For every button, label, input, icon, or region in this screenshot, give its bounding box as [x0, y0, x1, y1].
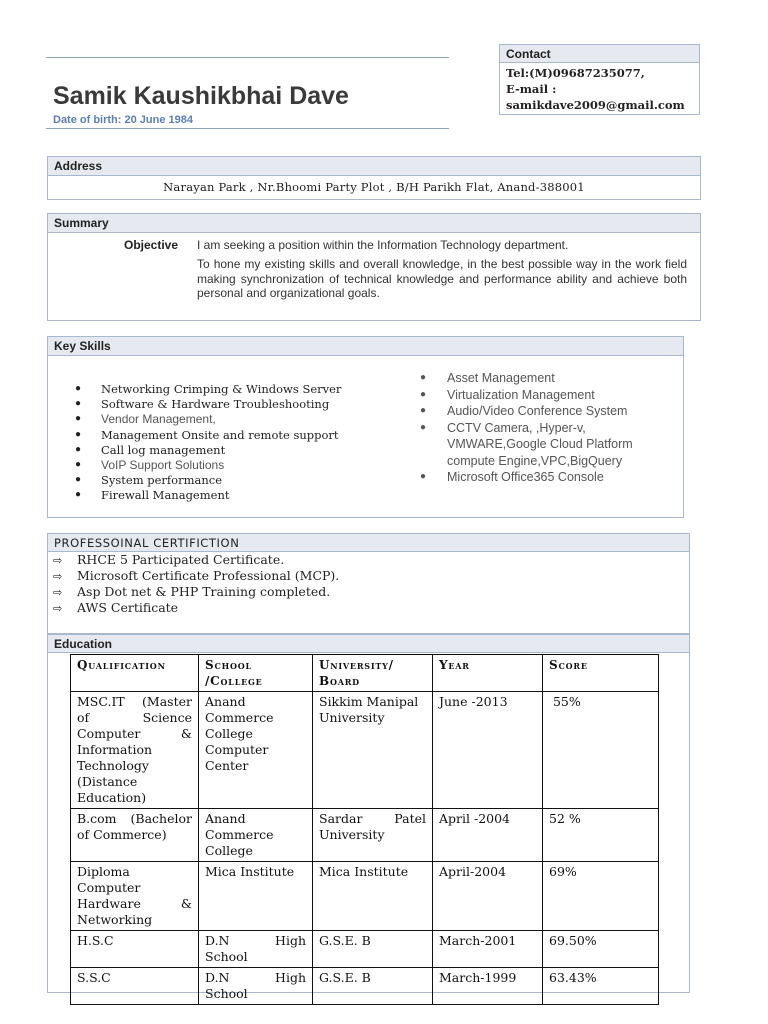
- table-row: [71, 692, 659, 809]
- bullet-icon: ●: [420, 405, 427, 416]
- skill-item: ● Call log management: [75, 442, 226, 457]
- table-cell: G.S.E. B: [313, 931, 433, 968]
- table-cell: June -2013: [433, 692, 543, 809]
- table-cell: Mica Institute: [313, 862, 433, 931]
- table-cell: April-2004: [433, 862, 543, 931]
- date-of-birth: Date of birth: 20 June 1984: [53, 114, 193, 126]
- bullet-icon: ●: [75, 398, 82, 410]
- skill-item: ● Networking Crimping & Windows Server: [75, 382, 342, 396]
- bullet-icon: ●: [75, 428, 82, 440]
- contact-heading: Contact: [499, 44, 700, 63]
- contact-phone: Tel:(M)09687235077,: [506, 66, 645, 80]
- table-header-row: [71, 655, 659, 692]
- table-cell: April -2004: [433, 809, 543, 862]
- contact-email-label: E-mail :: [506, 82, 557, 96]
- table-cell: G.S.E. B: [313, 968, 433, 1005]
- table-cell: Diploma Computer Hardware & Networking: [71, 862, 199, 931]
- skill-item: ● System performance: [75, 473, 223, 488]
- table-cell: MSC.IT (Master of Science Computer & Information Technology (Distance Education): [71, 692, 199, 809]
- table-cell: March-1999: [433, 968, 543, 1005]
- contact-box: [499, 63, 700, 115]
- skill-item: ● Software & Hardware Troubleshooting: [75, 397, 330, 412]
- bullet-icon: ●: [75, 383, 82, 394]
- column-header: Qualification: [71, 655, 199, 692]
- bullet-icon: ●: [420, 372, 427, 383]
- skill-item: ● Audio/Video Conference System: [420, 404, 628, 418]
- table-cell: Sikkim Manipal University: [313, 692, 433, 809]
- contact-email[interactable]: samikdave2009@gmail.com: [506, 98, 685, 112]
- certification-item: ⇨ Microsoft Certificate Professional (MCP).: [53, 568, 340, 583]
- bullet-icon: ●: [420, 388, 427, 400]
- arrow-icon: ⇨: [53, 602, 63, 615]
- table-cell: 55%: [543, 692, 659, 809]
- bullet-icon: ●: [420, 471, 427, 482]
- bullet-icon: ●: [75, 489, 82, 501]
- certification-item: ⇨ Asp Dot net & PHP Training completed.: [53, 584, 331, 599]
- table-cell: B.com (Bachelor of Commerce): [71, 809, 199, 862]
- skill-item: ● VoIP Support Solutions: [75, 457, 225, 472]
- skill-item: ● Vendor Management,: [75, 412, 216, 427]
- bullet-icon: ●: [75, 458, 82, 470]
- table-cell: 52 %: [543, 809, 659, 862]
- arrow-icon: ⇨: [53, 570, 63, 583]
- certification-item: ⇨ AWS Certificate: [53, 600, 179, 615]
- table-cell: D.N High School: [199, 968, 313, 1005]
- table-row: [71, 931, 659, 968]
- bullet-icon: ●: [75, 443, 82, 455]
- table-cell: March-2001: [433, 931, 543, 968]
- skill-item: ● CCTV Camera, ,Hyper-v, VMWARE,Google Cloud Platform compute Engine,VPC,BigQuery: [420, 420, 633, 468]
- objective-label: Objective: [124, 238, 179, 252]
- bullet-icon: ●: [75, 474, 82, 486]
- column-header: School /College: [199, 655, 313, 692]
- skills-list-right: [420, 370, 660, 486]
- arrow-icon: ⇨: [53, 554, 63, 567]
- address-text: Narayan Park , Nr.Bhoomi Party Plot , B/H Parikh Flat, Anand-388001: [47, 176, 701, 200]
- candidate-name: Samik Kaushikbhai Dave: [53, 82, 349, 110]
- header-rule-bottom: [46, 128, 449, 129]
- bullet-icon: ●: [420, 421, 427, 433]
- skill-item: ● Asset Management: [420, 371, 555, 385]
- table-cell: Mica Institute: [199, 862, 313, 931]
- header-rule-top: [46, 57, 449, 58]
- skill-item: ● Virtualization Management: [420, 387, 595, 402]
- column-header: University/ Board: [313, 655, 433, 692]
- key-skills-heading: Key Skills: [47, 336, 684, 356]
- table-cell: 63.43%: [543, 968, 659, 1005]
- table-cell: 69%: [543, 862, 659, 931]
- table-cell: Sardar Patel University: [313, 809, 433, 862]
- table-row: [71, 809, 659, 862]
- table-row: [71, 968, 659, 1005]
- table-cell: D.N High School: [199, 931, 313, 968]
- certification-heading: PROFESSOINAL CERTIFICTION: [47, 533, 690, 552]
- address-heading: Address: [47, 156, 701, 176]
- bullet-icon: ●: [75, 413, 82, 425]
- skills-list-left: [75, 381, 341, 503]
- table-cell: 69.50%: [543, 931, 659, 968]
- education-heading: Education: [47, 634, 690, 653]
- skill-item: ● Management Onsite and remote support: [75, 427, 339, 442]
- table-row: [71, 862, 659, 931]
- objective-line-1: I am seeking a position within the Information Technology department.: [197, 238, 569, 252]
- table-cell: Anand Commerce College Computer Center: [199, 692, 313, 809]
- summary-heading: Summary: [47, 213, 701, 233]
- education-table: [70, 654, 659, 1005]
- objective-line-2: To hone my existing skills and overall knowledge, in the best possible way in the work field making synchronization of technical knowledge and performance ability and achieve both personal and organizational goals.: [197, 257, 687, 300]
- skill-item: ● Microsoft Office365 Console: [420, 470, 604, 484]
- table-cell: H.S.C: [71, 931, 199, 968]
- skill-item: ● Firewall Management: [75, 488, 230, 503]
- arrow-icon: ⇨: [53, 586, 63, 599]
- certification-item: ⇨ RHCE 5 Participated Certificate.: [53, 552, 285, 567]
- table-cell: Anand Commerce College: [199, 809, 313, 862]
- column-header: Score: [543, 655, 659, 692]
- table-cell: S.S.C: [71, 968, 199, 1005]
- column-header: Year: [433, 655, 543, 692]
- certification-list: [53, 552, 339, 616]
